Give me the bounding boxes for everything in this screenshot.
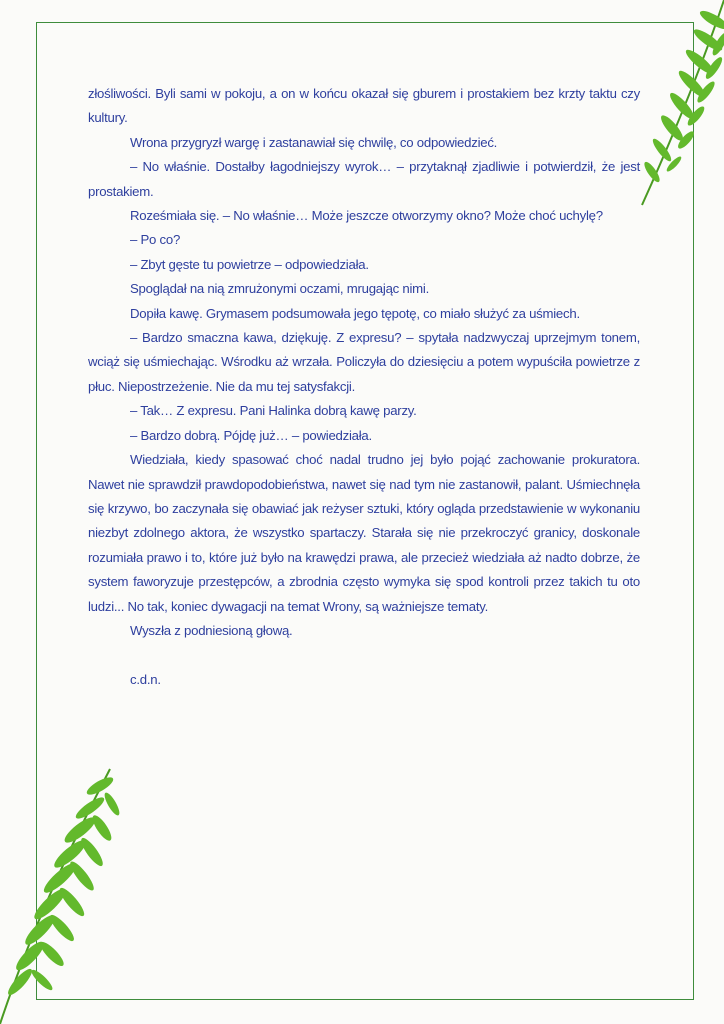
- story-text: [88, 82, 640, 692]
- paragraph: Wrona przygryzł wargę i zastanawiał się chwilę, co odpowiedzieć.: [130, 134, 498, 150]
- paragraph: – Bardzo dobrą. Pójdę już… – powiedziała.: [130, 427, 372, 443]
- paragraph: Spoglądał na nią zmrużonymi oczami, mrugając nimi.: [130, 281, 430, 297]
- paragraph: Roześmiała się. – No właśnie… Może jeszcze otworzymy okno? Może choć uchylę?: [130, 208, 603, 224]
- closing-note: c.d.n.: [130, 671, 161, 687]
- paragraph: – Po co?: [130, 232, 181, 248]
- paragraph: Dopiła kawę. Grymasem podsumowała jego tępotę, co miało służyć za uśmiech.: [130, 305, 580, 321]
- paragraph: – Tak… Z expresu. Pani Halinka dobrą kawę parzy.: [130, 403, 417, 419]
- paragraph: Wyszła z podniesioną głową.: [130, 622, 293, 638]
- paragraph: – No właśnie. Dostałby łagodniejszy wyrok… – przytaknął zjadliwie i potwierdził, że jest prostakiem.: [88, 159, 640, 199]
- paragraph: złośliwości. Byli sami w pokoju, a on w końcu okazał się gburem i prostakiem bez krzty taktu czy kultury.: [88, 86, 640, 126]
- paragraph: Wiedziała, kiedy spasować choć nadal trudno jej było pojąć zachowanie prokuratora. Nawet nie sprawdził prawdopodobieństwa, nawet się nad tym nie zastanowił, palant. Uśmiechnęła się krzywo, bo zaczynała się obawiać jak reżyser sztuki, który ogląda przedstawienie w wykonaniu niezbyt zdolnego aktora, że wszystko spartaczy. Starała się nie przekroczyć granicy, doskonale rozumiała prawo i to, które już było na krawędzi prawa, ale przecież wiedziała aż nadto dobrze, że system faworyzuje przestępców, a zbrodnia często wymyka się spod kontroli przez takich tu oto ludzi... No tak, koniec dywagacji na temat Wrony, są ważniejsze tematy.: [88, 452, 640, 614]
- paragraph: – Bardzo smaczna kawa, dziękuję. Z expresu? – spytała nadzwyczaj uprzejmym tonem, wciąż się uśmiechając. Wśrodku aż wrzała. Policzyła do dziesięciu a potem wypuściła powietrze z płuc. Niepostrzeżenie. Nie da mu tej satysfakcji.: [88, 330, 640, 394]
- paragraph: – Zbyt gęste tu powietrze – odpowiedziała.: [130, 256, 369, 272]
